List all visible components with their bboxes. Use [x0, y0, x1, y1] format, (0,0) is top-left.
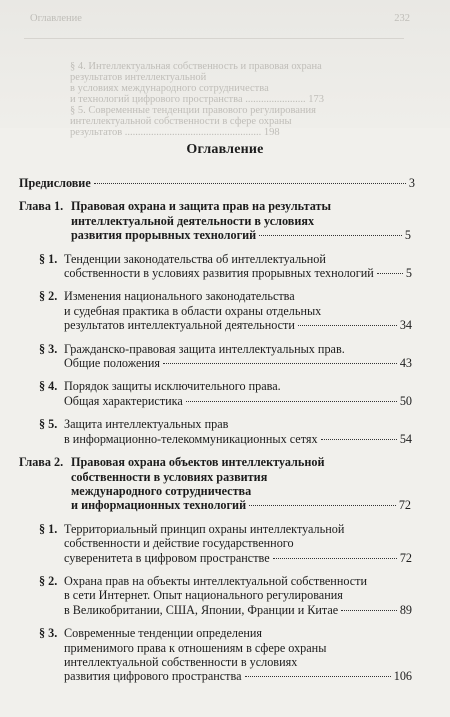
section-last-text: собственности в условиях развития прорывных технологий	[64, 266, 374, 281]
dot-leader	[249, 505, 396, 506]
page-number: 72	[399, 550, 412, 565]
page-number: 89	[399, 602, 412, 617]
dot-leader	[298, 325, 397, 326]
toc-section-2-1[interactable]	[39, 522, 415, 565]
chapter-title	[71, 199, 411, 242]
toc-section-1-2[interactable]	[39, 289, 415, 332]
toc-section-1-3[interactable]	[39, 342, 415, 371]
page-number: 72	[398, 498, 411, 513]
dot-leader	[273, 558, 397, 559]
toc-entry-preface[interactable]	[19, 176, 415, 190]
bleed-header-right: 232	[394, 13, 410, 24]
bleed-line: § 5. Современные тенденции правового регулирования	[70, 105, 316, 116]
section-label: § 5.	[39, 417, 58, 432]
section-title-line: интеллектуальной собственности в условиях	[64, 654, 298, 669]
table-of-contents	[0, 176, 450, 693]
bleed-header-left: Оглавление	[30, 13, 82, 24]
section-title	[64, 289, 412, 332]
section-last-line	[64, 356, 412, 370]
dot-leader	[377, 273, 403, 274]
toc-section-1-5[interactable]	[39, 417, 415, 446]
section-last-text: в Великобритании, США, Японии, Франции и Китае	[64, 602, 339, 617]
toc-chapter-2[interactable]	[19, 455, 415, 513]
chapter-last-text: и информационных технологий	[71, 498, 247, 513]
preface-last-text: Предисловие	[19, 176, 91, 190]
section-title-line: Гражданско-правовая защита интеллектуальных прав.	[64, 341, 345, 356]
chapter-title-line: международного сотрудничества	[71, 483, 252, 498]
chapter-label: Глава 1.	[19, 199, 64, 214]
section-title-line: Порядок защиты исключительного права.	[64, 379, 281, 394]
section-title-line: Охрана прав на объекты интеллектуальной собственности	[64, 573, 367, 588]
chapter-last-text: развития прорывных технологий	[71, 228, 257, 243]
bleed-through-text	[0, 0, 450, 138]
section-title-line: Современные тенденции определения	[64, 626, 263, 641]
section-title	[64, 342, 412, 371]
section-title-line: собственности и действие государственного	[64, 536, 294, 551]
dot-leader	[321, 439, 397, 440]
section-label: § 2.	[39, 289, 58, 304]
section-title	[64, 522, 412, 565]
section-title	[64, 379, 412, 408]
section-last-text: развития цифрового пространства	[64, 669, 242, 684]
section-label: § 2.	[39, 573, 58, 588]
bleed-line: интеллектуальной собственности в сфере охраны	[70, 116, 292, 127]
section-label: § 4.	[39, 379, 58, 394]
chapter-title-line: интеллектуальной деятельности в условиях	[71, 213, 315, 228]
dot-leader	[245, 676, 391, 677]
bleed-line: результатов .................................................... 198	[70, 127, 280, 138]
section-title-line: в сети Интернет. Опыт национального регулирования	[64, 588, 343, 603]
chapter-label: Глава 2.	[19, 455, 64, 470]
section-last-line	[64, 432, 412, 446]
section-title-line: Тенденции законодательства об интеллектуальной	[64, 251, 326, 266]
page-number: 5	[405, 266, 412, 281]
section-title-line: и судебная практика в области охраны отдельных	[64, 303, 322, 318]
section-last-text: Общие положения	[64, 356, 161, 371]
section-label: § 1.	[39, 251, 58, 266]
preface-last-line	[19, 176, 415, 190]
section-title-line: Изменения национального законодательства	[64, 289, 295, 304]
page-number: 106	[393, 669, 412, 684]
bleed-line: и технологий цифрового пространства ....................... 173	[70, 94, 324, 105]
section-last-line	[64, 318, 412, 332]
bleed-rule	[24, 38, 404, 39]
chapter-title-line: Правовая охрана объектов интеллектуальной	[71, 455, 325, 470]
page-number: 50	[399, 393, 412, 408]
page-number: 43	[399, 356, 412, 371]
section-last-text: результатов интеллектуальной деятельности	[64, 318, 295, 333]
section-label: § 3.	[39, 341, 58, 356]
section-title-line: Территориальный принцип охраны интеллектуальной	[64, 521, 345, 536]
page-number: 54	[399, 431, 412, 446]
section-title-line: применимого права к отношениям в сфере охраны	[64, 640, 327, 655]
page-number: 3	[408, 176, 415, 190]
bleed-line: в условиях международного сотрудничества	[70, 83, 269, 94]
chapter-title-line: Правовая охрана и защита прав на результаты	[71, 199, 332, 214]
bleed-line: результатов интеллектуальной	[70, 72, 207, 83]
toc-section-1-4[interactable]	[39, 379, 415, 408]
section-last-line	[64, 669, 412, 683]
section-title	[64, 574, 412, 617]
bleed-line: § 4. Интеллектуальная собственность и правовая охрана	[70, 61, 322, 72]
page-number: 5	[404, 228, 411, 243]
toc-section-2-2[interactable]	[39, 574, 415, 617]
page-title: Оглавление	[186, 142, 264, 157]
dot-leader	[341, 610, 397, 611]
dot-leader	[186, 401, 397, 402]
chapter-title	[71, 455, 411, 513]
section-title-line: Защита интеллектуальных прав	[64, 417, 229, 432]
section-last-line	[64, 266, 412, 280]
toc-chapter-1[interactable]	[19, 199, 415, 242]
section-last-text: в информационно-телекоммуникационных сетях	[64, 431, 318, 446]
chapter-title-line: собственности в условиях развития	[71, 469, 268, 484]
toc-section-1-1[interactable]	[39, 252, 415, 281]
dot-leader	[259, 235, 402, 236]
page-number: 34	[399, 318, 412, 333]
dot-leader	[94, 183, 406, 184]
section-title	[64, 252, 412, 281]
section-title	[64, 417, 412, 446]
chapter-last-line	[71, 228, 411, 242]
section-title	[64, 626, 412, 684]
section-last-text: суверенитета в цифровом пространстве	[64, 550, 270, 565]
section-last-text: Общая характеристика	[64, 393, 183, 408]
chapter-last-line	[71, 498, 411, 512]
section-label: § 3.	[39, 626, 58, 641]
dot-leader	[163, 363, 397, 364]
section-last-line	[64, 603, 412, 617]
section-last-line	[64, 394, 412, 408]
section-last-line	[64, 551, 412, 565]
toc-section-2-3[interactable]	[39, 626, 415, 684]
section-label: § 1.	[39, 521, 58, 536]
